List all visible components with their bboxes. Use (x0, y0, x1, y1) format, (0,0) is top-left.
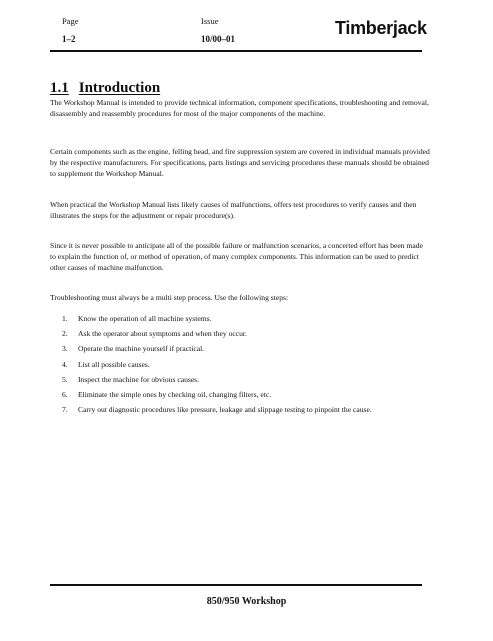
section-title-text: Introduction (78, 80, 161, 97)
paragraph-components: Certain components such as the engine, felling head, and fire suppression system are covered in individual manuals provided by the respective manufacturers. For specifications, parts listings and servicing procedures these manuals should be obtained to supplement the Workshop Manual. (50, 147, 430, 179)
step-text: Carry out diagnostic procedures like pressure, leakage and slippage testing to pinpoint the cause. (78, 405, 372, 415)
list-item (50, 404, 430, 419)
step-number: 7. (62, 405, 68, 415)
list-item (50, 313, 430, 328)
step-text: Ask the operator about symptoms and when they occur. (78, 329, 247, 339)
issue-label: Issue (201, 16, 219, 26)
header-divider (50, 50, 422, 52)
step-number: 3. (62, 344, 68, 354)
list-item (50, 328, 430, 343)
paragraph-scenarios: Since it is never possible to anticipate all of the possible failure or malfunction scenarios, a concerted effort has been made to explain the function of, or method of operation, of many complex components. This information can be used to predict other causes of machine malfunction. (50, 241, 423, 273)
issue-date: 10/00–01 (201, 34, 236, 44)
step-number: 5. (62, 374, 68, 384)
step-text: Eliminate the simple ones by checking oil, changing filters, etc. (78, 389, 272, 399)
section-number: 1.1 (50, 80, 69, 97)
section-title (50, 79, 160, 97)
paragraph-malfunctions: When practical the Workshop Manual lists likely causes of malfunctions, offers test procedures to verify causes and then illustrates the steps for the adjustment or repair procedure(s). (50, 200, 417, 221)
paragraph-troubleshooting: Troubleshooting must always be a multi step process. Use the following steps: (50, 293, 289, 302)
page-label: Page (62, 16, 79, 26)
list-item (50, 359, 430, 374)
step-text: Operate the machine yourself if practical. (78, 344, 205, 354)
step-number: 1. (62, 314, 68, 323)
list-item (50, 343, 430, 358)
step-text: Inspect the machine for obvious causes. (78, 374, 200, 384)
troubleshooting-steps-list (50, 313, 430, 419)
step-number: 4. (62, 359, 68, 369)
brand-logo: Timberjack (335, 18, 427, 38)
step-text: Know the operation of all machine systems. (78, 314, 212, 323)
list-item (50, 374, 430, 389)
page-number: 1–2 (62, 34, 76, 44)
paragraph-purpose: The Workshop Manual is intended to provide technical information, component specifications, troubleshooting and removal, disassembly and reassembly procedures for most of the major components of the machine. (50, 98, 429, 119)
footer-title: 850/950 Workshop (206, 596, 287, 607)
step-number: 6. (62, 389, 68, 399)
step-number: 2. (62, 329, 68, 339)
step-text: List all possible causes. (78, 359, 150, 369)
list-item (50, 389, 430, 404)
footer-divider (50, 584, 422, 586)
